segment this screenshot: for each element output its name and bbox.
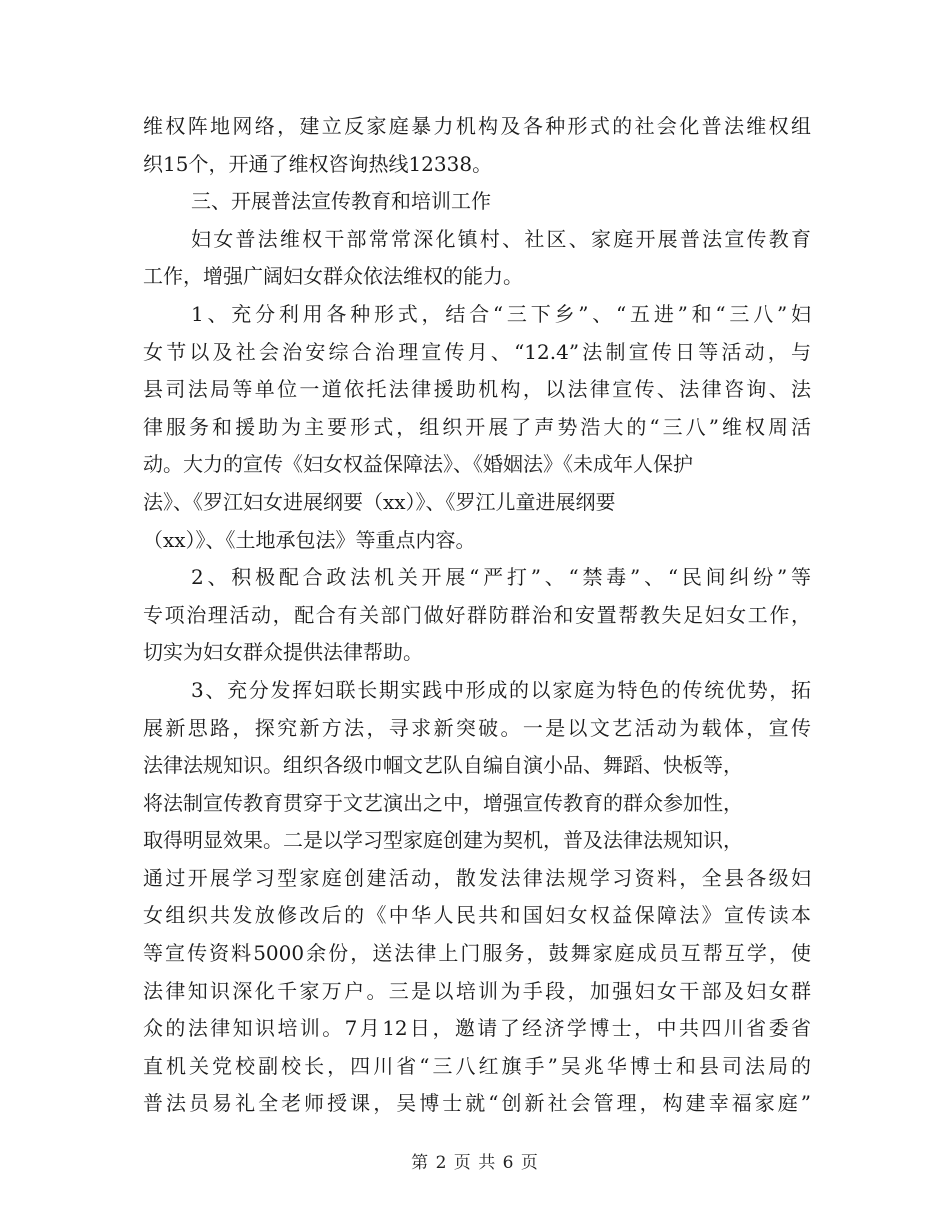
- text-line: 专项治理活动，配合有关部门做好群防群治和安置帮教失足妇女工作，: [143, 602, 811, 627]
- text-line: 法律知识深化千家万户。三是以培训为手段，加强妇女干部及妇女群: [143, 978, 811, 1003]
- text-line: 三、开展普法宣传教育和培训工作: [191, 189, 491, 214]
- text-line: 展新思路，探究新方法，寻求新突破。一是以文艺活动为载体，宣传: [143, 715, 811, 740]
- document-body: [143, 108, 811, 1123]
- text-line: 妇女普法维权干部常常深化镇村、社区、家庭开展普法宣传教育: [191, 226, 811, 251]
- text-line: 3、充分发挥妇联长期实践中形成的以家庭为特色的传统优势，拓: [191, 677, 811, 702]
- page-footer: 第 2 页 共 6 页: [411, 1153, 539, 1173]
- text-line: 等宣传资料5000余份，送法律上门服务，鼓舞家庭成员互帮互学，使: [143, 941, 811, 966]
- text-line: 1、充分利用各种形式，结合“三下乡”、“五进”和“三八”妇: [191, 301, 811, 326]
- text-line: 众的法律知识培训。7月12日，邀请了经济学博士，中共四川省委省: [143, 1016, 811, 1041]
- text-line: 通过开展学习型家庭创建活动，散发法律法规学习资料，全县各级妇: [143, 865, 811, 890]
- text-line: 2、积极配合政法机关开展“严打”、“禁毒”、“民间纠纷”等: [191, 565, 811, 590]
- text-line: 工作，增强广阔妇女群众依法维权的能力。: [143, 264, 523, 289]
- text-line: 织15个，开通了维权咨询热线12338。: [143, 151, 493, 176]
- text-line: 切实为妇女群众提供法律帮助。: [143, 640, 423, 665]
- text-line: 律服务和援助为主要形式，组织开展了声势浩大的“三八”维权周活: [143, 414, 811, 439]
- text-line: 县司法局等单位一道依托法律援助机构，以法律宣传、法律咨询、法: [143, 377, 811, 402]
- text-line: 将法制宣传教育贯穿于文艺演出之中，增强宣传教育的群众参加性，: [143, 790, 743, 815]
- text-line: 法律法规知识。组织各级巾帼文艺队自编自演小品、舞蹈、快板等，: [143, 753, 743, 778]
- text-line: 直机关党校副校长，四川省“三八红旗手”吴兆华博士和县司法局的: [143, 1053, 811, 1078]
- text-line: （xx）》、《土地承包法》等重点内容。: [143, 527, 476, 552]
- text-line: 女组织共发放修改后的《中华人民共和国妇女权益保障法》宣传读本: [143, 903, 811, 928]
- text-line: 普法员易礼全老师授课，吴博士就“创新社会管理，构建幸福家庭”: [143, 1091, 811, 1116]
- text-line: 维权阵地网络，建立反家庭暴力机构及各种形式的社会化普法维权组: [143, 114, 811, 138]
- text-line: 动。大力的宣传《妇女权益保障法》、《婚姻法》《未成年人保护: [143, 452, 693, 477]
- text-line: 女节以及社会治安综合治理宣传月、“12.4”法制宣传日等活动，与: [143, 339, 811, 364]
- text-line: 法》、《罗江妇女进展纲要（xx）》、《罗江儿童进展纲要: [143, 489, 616, 514]
- text-line: 取得明显效果。二是以学习型家庭创建为契机，普及法律法规知识，: [143, 828, 743, 853]
